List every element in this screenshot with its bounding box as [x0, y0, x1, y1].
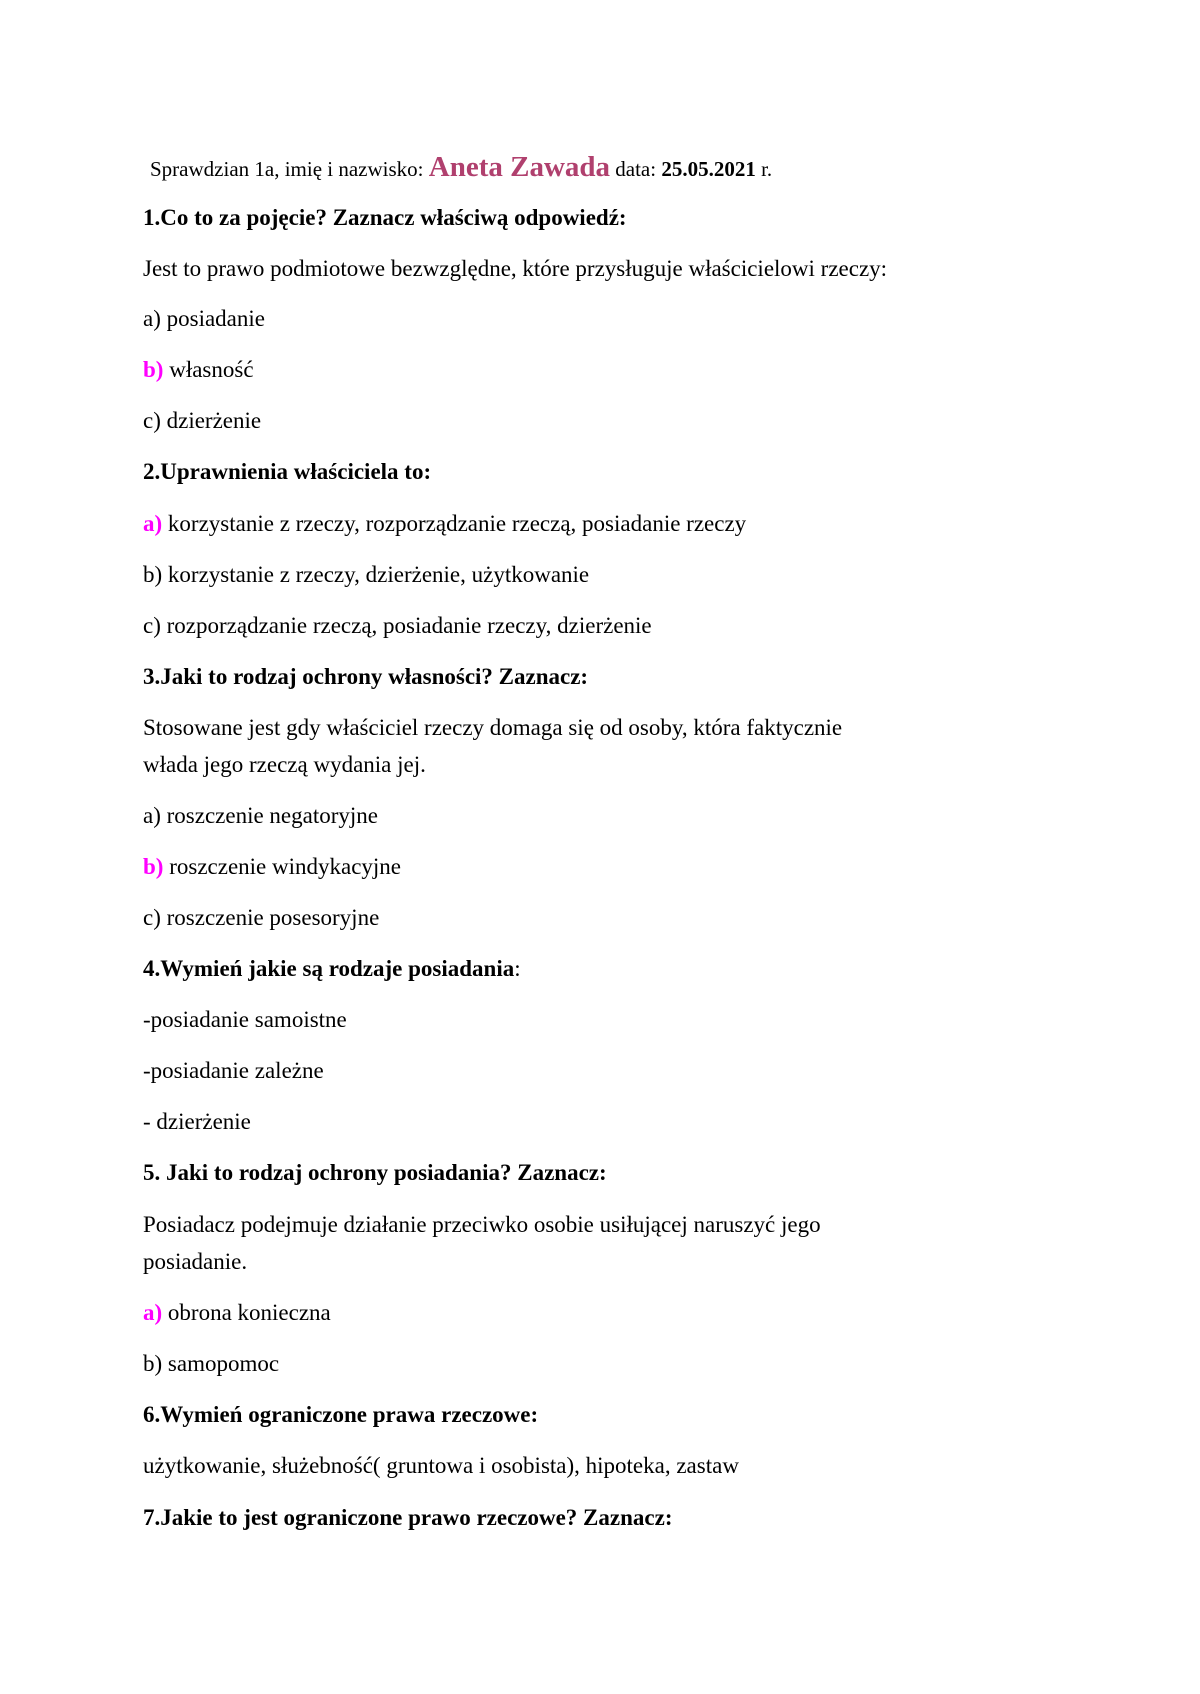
option-mark: c): [143, 408, 161, 433]
option-mark: a): [143, 803, 161, 828]
option-mark: b): [143, 854, 164, 879]
question-4-heading-suffix: :: [514, 956, 521, 981]
question-2-option-c: [143, 614, 652, 637]
option-text: własność: [163, 357, 254, 382]
question-2-option-b: [143, 563, 589, 586]
date-label: data:: [610, 157, 662, 181]
question-5-prompt-line-1: Posiadacz podejmuje działanie przeciwko osobie usiłującej naruszyć jego: [143, 1212, 821, 1237]
option-text: dzierżenie: [160, 408, 262, 433]
option-text: roszczenie windykacyjne: [163, 854, 402, 879]
option-text: roszczenie posesoryjne: [160, 905, 380, 930]
question-3-option-b: [143, 855, 401, 878]
option-text: obrona konieczna: [162, 1300, 331, 1325]
question-5-option-b: [143, 1352, 279, 1375]
date-value: 25.05.2021: [661, 157, 756, 181]
question-4-answer-1: -posiadanie samoistne: [143, 1007, 347, 1032]
student-name: Aneta Zawada: [428, 151, 611, 183]
option-mark: b): [143, 1351, 163, 1376]
option-text: rozporządzanie rzeczą, posiadanie rzeczy, dzierżenie: [160, 613, 652, 638]
question-5-option-a: [143, 1301, 331, 1324]
question-3-heading: 3.Jaki to rodzaj ochrony własności? Zaznacz:: [143, 664, 589, 689]
question-1-heading: 1.Co to za pojęcie? Zaznacz właściwą odpowiedź:: [143, 205, 627, 230]
option-mark: a): [143, 1300, 163, 1325]
header-prefix: Sprawdzian 1a, imię i nazwisko:: [150, 157, 429, 181]
question-3-prompt-line-1: Stosowane jest gdy właściciel rzeczy domaga się od osoby, która faktycznie: [143, 715, 843, 740]
option-mark: b): [143, 562, 163, 587]
option-text: roszczenie negatoryjne: [160, 803, 378, 828]
question-2-option-a: [143, 512, 746, 535]
question-4-heading: 4.Wymień jakie są rodzaje posiadania: [143, 956, 515, 981]
question-5-heading: 5. Jaki to rodzaj ochrony posiadania? Zaznacz:: [143, 1160, 607, 1185]
question-7-heading: 7.Jakie to jest ograniczone prawo rzeczowe? Zaznacz:: [143, 1505, 673, 1530]
question-4-answer-2: -posiadanie zależne: [143, 1058, 324, 1083]
question-6-heading: 6.Wymień ograniczone prawa rzeczowe:: [143, 1402, 539, 1427]
question-4-heading-line: [143, 957, 521, 980]
option-text: samopomoc: [162, 1351, 280, 1376]
question-1-prompt: Jest to prawo podmiotowe bezwzględne, które przysługuje właścicielowi rzeczy:: [143, 256, 888, 281]
question-4-answer-3: - dzierżenie: [143, 1109, 251, 1134]
option-text: korzystanie z rzeczy, dzierżenie, użytkowanie: [162, 562, 590, 587]
question-1-option-b: [143, 358, 254, 381]
option-text: korzystanie z rzeczy, rozporządzanie rzeczą, posiadanie rzeczy: [162, 511, 747, 536]
option-text: posiadanie: [160, 306, 265, 331]
question-1-option-a: [143, 307, 265, 330]
option-mark: c): [143, 905, 161, 930]
question-2-heading: 2.Uprawnienia właściciela to:: [143, 459, 432, 484]
question-1-option-c: [143, 409, 261, 432]
question-6-answer: użytkowanie, służebność( gruntowa i osobista), hipoteka, zastaw: [143, 1453, 739, 1478]
question-3-prompt-line-2: włada jego rzeczą wydania jej.: [143, 752, 426, 777]
question-3-option-a: [143, 804, 378, 827]
option-mark: a): [143, 306, 161, 331]
option-mark: c): [143, 613, 161, 638]
question-5-prompt-line-2: posiadanie.: [143, 1249, 248, 1274]
header-line: [150, 153, 772, 182]
question-3-option-c: [143, 906, 379, 929]
option-mark: a): [143, 511, 163, 536]
date-suffix: r.: [755, 157, 773, 181]
option-mark: b): [143, 357, 164, 382]
